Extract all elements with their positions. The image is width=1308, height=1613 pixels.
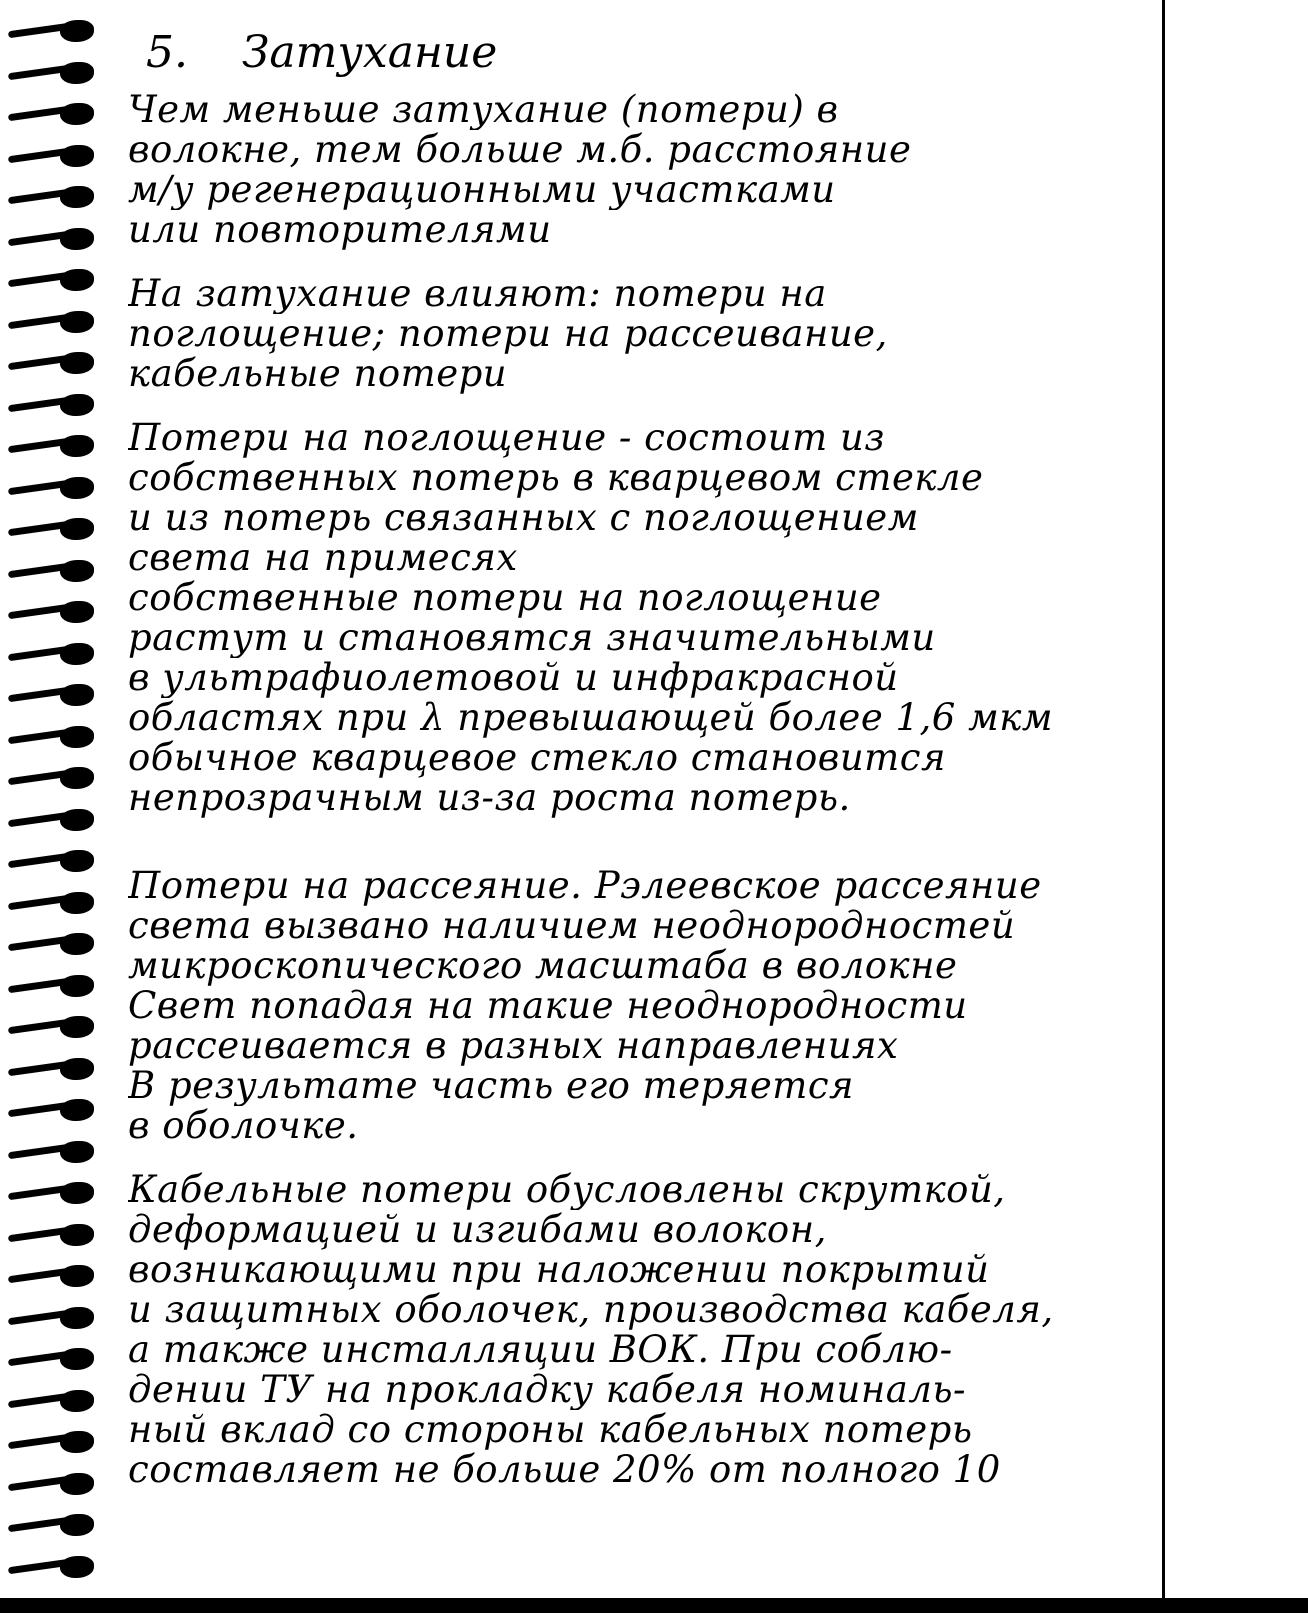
spiral-ring: [8, 1556, 104, 1576]
text-line: дении ТУ на прокладку кабеля номиналь-: [128, 1370, 967, 1410]
spiral-ring: [8, 477, 104, 497]
spiral-ring: [8, 850, 104, 870]
text-line: непрозрачным из-за роста потерь.: [128, 778, 851, 818]
text-line: микроскопического масштаба в волокне: [128, 946, 958, 986]
spiral-ring: [8, 560, 104, 580]
spiral-ring: [8, 1265, 104, 1285]
text-line: собственные потери на поглощение: [128, 578, 882, 618]
spiral-ring: [8, 1390, 104, 1410]
text-line: света на примесях: [128, 538, 518, 578]
text-line: и защитных оболочек, производства кабеля,: [128, 1290, 1054, 1330]
spiral-ring: [8, 145, 104, 165]
spiral-ring: [8, 726, 104, 746]
spiral-ring: [8, 186, 104, 206]
spiral-ring: [8, 643, 104, 663]
section-number: 5.: [146, 27, 188, 78]
text-line: Потери на рассеяние. Рэлеевское рассеяние: [128, 866, 1042, 906]
section-heading: [146, 24, 1298, 82]
spiral-ring: [8, 933, 104, 953]
page-bottom-edge: [0, 1598, 1308, 1613]
spiral-ring: [8, 684, 104, 704]
text-line: и из потерь связанных с поглощением: [128, 498, 919, 538]
text-line: собственных потерь в кварцевом стекле: [128, 458, 984, 498]
paragraph-scattering-losses: [128, 866, 1298, 1146]
spiral-ring: [8, 1099, 104, 1119]
spiral-ring: [8, 892, 104, 912]
paragraph-absorption-losses: [128, 418, 1298, 818]
spiral-ring: [8, 352, 104, 372]
spiral-ring: [8, 1348, 104, 1368]
spiral-ring: [8, 1182, 104, 1202]
spiral-ring: [8, 1141, 104, 1161]
spiral-ring: [8, 228, 104, 248]
paragraph-attenuation-factors: [128, 274, 1298, 394]
text-line: Кабельные потери обусловлены скруткой,: [128, 1170, 1006, 1210]
spiral-ring: [8, 269, 104, 289]
text-line: в оболочке.: [128, 1106, 359, 1146]
spiral-ring: [8, 975, 104, 995]
spiral-ring: [8, 1016, 104, 1036]
text-line: или повторителями: [128, 210, 552, 250]
paragraph-attenuation-intro: [128, 90, 1298, 250]
text-line: а также инсталляции ВОК. При соблю-: [128, 1330, 953, 1370]
spiral-ring: [8, 103, 104, 123]
text-line: На затухание влияют: потери на: [128, 274, 827, 314]
text-line: обычное кварцевое стекло становится: [128, 738, 946, 778]
text-line: кабельные потери: [128, 354, 508, 394]
spiral-binding: [0, 20, 110, 1600]
spiral-ring: [8, 1473, 104, 1493]
spiral-ring: [8, 394, 104, 414]
spiral-ring: [8, 311, 104, 331]
spiral-ring: [8, 1058, 104, 1078]
paragraph-cable-losses: [128, 1170, 1298, 1490]
text-line: света вызвано наличием неоднородностей: [128, 906, 1016, 946]
text-line: Потери на поглощение - состоит из: [128, 418, 885, 458]
spiral-ring: [8, 435, 104, 455]
text-line: в ультрафиолетовой и инфракрасной: [128, 658, 899, 698]
text-line: поглощение; потери на рассеивание,: [128, 314, 888, 354]
spiral-ring: [8, 601, 104, 621]
text-line: ный вклад со стороны кабельных потерь: [128, 1410, 973, 1450]
text-line: растут и становятся значительными: [128, 618, 936, 658]
text-line: Свет попадая на такие неоднородности: [128, 986, 968, 1026]
spiral-ring: [8, 1431, 104, 1451]
handwritten-notes: [128, 24, 1298, 1594]
spiral-ring: [8, 62, 104, 82]
text-line: м/у регенерационными участками: [128, 170, 836, 210]
spiral-ring: [8, 20, 104, 40]
text-line: волокне, тем больше м.б. расстояние: [128, 130, 912, 170]
text-line: деформацией и изгибами волокон,: [128, 1210, 827, 1250]
spiral-ring: [8, 1307, 104, 1327]
spiral-ring: [8, 809, 104, 829]
section-title: Затухание: [241, 27, 498, 78]
spiral-ring: [8, 518, 104, 538]
text-line: составляет не больше 20% от полного 10: [128, 1450, 1001, 1490]
spiral-ring: [8, 767, 104, 787]
text-line: рассеивается в разных направлениях: [128, 1026, 899, 1066]
spiral-ring: [8, 1224, 104, 1244]
text-line: областях при λ превышающей более 1,6 мкм: [128, 698, 1054, 738]
spiral-ring: [8, 1514, 104, 1534]
text-line: В результате часть его теряется: [128, 1066, 855, 1106]
text-line: возникающими при наложении покрытий: [128, 1250, 990, 1290]
text-line: Чем меньше затухание (потери) в: [128, 90, 839, 130]
